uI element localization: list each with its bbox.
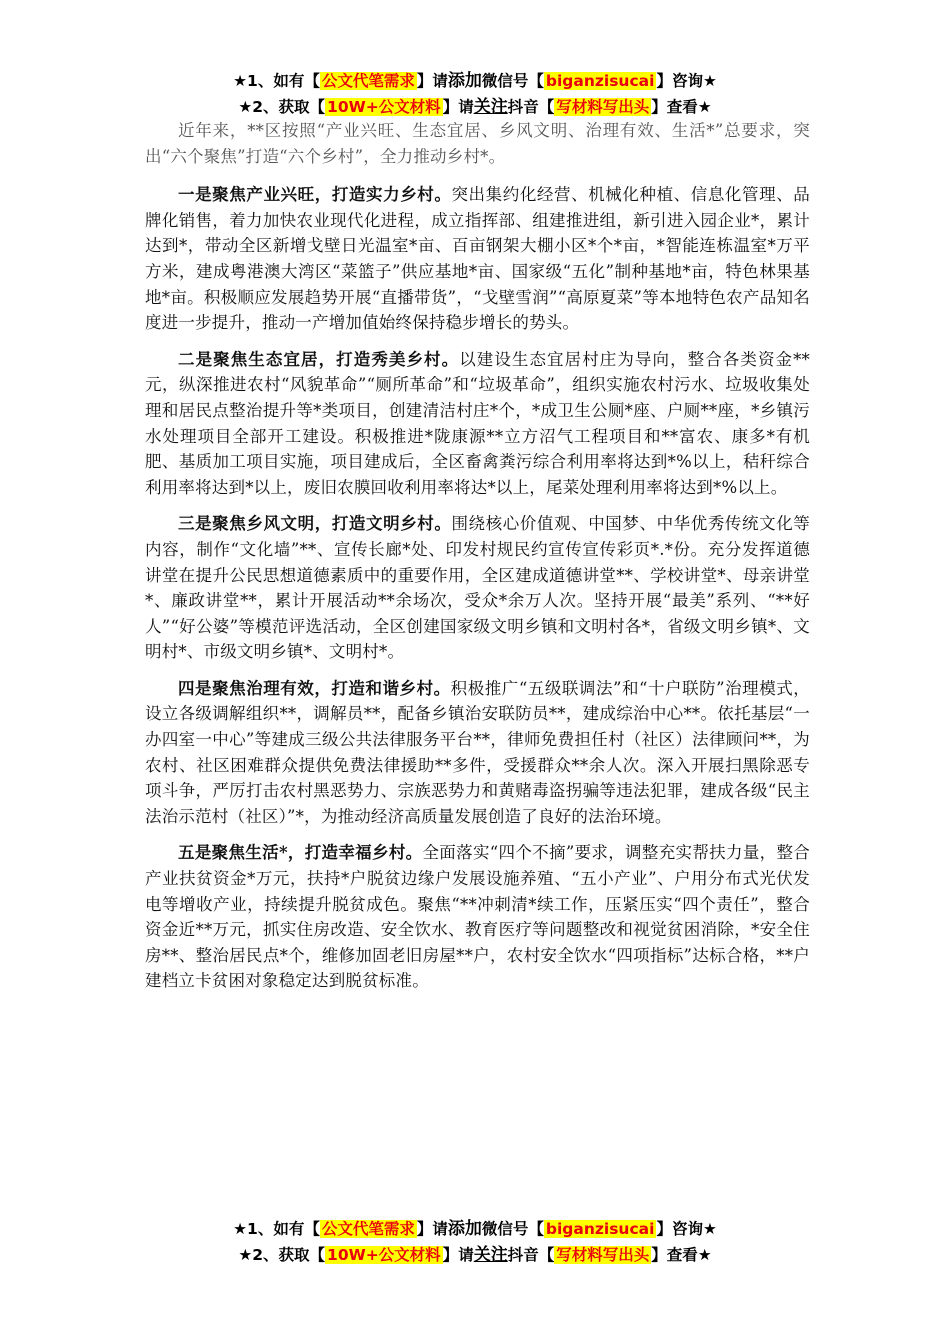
banner-highlight: 写材料写出头: [556, 1246, 650, 1264]
banner-line-1: ★1、如有【 公文代笔需求 】请添加微信号【 biganzisucai 】咨询★: [233, 71, 717, 91]
banner-highlight: 写材料写出头: [556, 98, 650, 116]
section-paragraph-3: 三是聚焦乡风文明，打造文明乡村。围绕核心价值观、中国梦、中华优秀传统文化等内容，制作“文化墙”**、宣传长廊*处、印发村规民约宣传宣传彩页*.*份。充分发挥道德讲堂在提升公民思想道德素质中的重要作用，全区建成道德讲堂**、学校讲堂*、母亲讲堂*、廉政讲堂**，累计开展活动**余场次，受众*余万人次。坚持开展“最美”系列、“**好人”“好公婆”等模范评选活动，全区创建国家级文明乡镇和文明村各*，省级文明乡镇*、文明村*、市级文明乡镇*、文明村*。: [145, 514, 810, 662]
section-paragraph-5: 五是聚焦生活*，打造幸福乡村。全面落实“四个不摘”要求，调整充实帮扶力量，整合产业扶贫资金*万元，扶持*户脱贫边缘户发展设施养殖、“五小产业”、户用分布式光伏发电等增收产业，持续提升脱贫成色。聚焦“**冲刺清*续工作，压紧压实“四个责任”，整合资金近**万元，抓实住房改造、安全饮水、教育医疗等问题整改和视觉贫困消除，*安全住房**、整治居民点*个，维修加固老旧房屋**户，农村安全饮水“四项指标”达标合格，**户建档立卡贫困对象稳定达到脱贫标准。: [145, 843, 810, 991]
section-paragraph-4: 四是聚焦治理有效，打造和谐乡村。积极推广“五级联调法”和“十户联防”治理模式，设立各级调解组织**，调解员**，配备乡镇治安联防员**，建成综治中心**。依托基层“一办四室一中心”等建成三级公共法律服务平台**，律师免费担任村（社区）法律顾问**，为农村、社区困难群众提供免费法律援助**多件，受援群众**余人次。深入开展扫黑除恶专项斗争，严厉打击农村黑恶势力、宗族恶势力和黄赌毒盗拐骗等违法犯罪，建成各级“民主法治示范村（社区）”*，为推动经济高质量发展创造了良好的法治环境。: [145, 678, 810, 826]
section-heading: 五是聚焦生活*，打造幸福乡村。: [178, 843, 423, 863]
banner-line-2: ★2、获取【 10W+公文材料 】请关注抖音【 写材料写出头 】查看★: [238, 97, 712, 117]
intro-paragraph: 近年来，**区按照“产业兴旺、生态宜居、乡风文明、治理有效、生活*”总要求，突出“六个聚焦”打造“六个乡村”，全力推动乡村*。: [145, 121, 810, 166]
banner-line-2: ★2、获取【 10W+公文材料 】请关注抖音【 写材料写出头 】查看★: [238, 1245, 712, 1265]
section-heading: 四是聚焦治理有效，打造和谐乡村。: [178, 678, 451, 698]
banner-highlight: biganzisucai: [545, 1220, 655, 1238]
section-heading: 二是聚焦生态宜居，打造秀美乡村。: [178, 349, 460, 369]
banner-line-1: ★1、如有【 公文代笔需求 】请添加微信号【 biganzisucai 】咨询★: [233, 1219, 717, 1239]
banner-highlight: 10W+公文材料: [327, 1246, 441, 1264]
section-paragraph-2: 二是聚焦生态宜居，打造秀美乡村。以建设生态宜居村庄为导向，整合各类资金**元，纵深推进农村“风貌革命”“厕所革命”和“垃圾革命”，组织实施农村污水、垃圾收集处理和居民点整治提升等*类项目，创建清洁村庄*个，*成卫生公厕*座、户厕**座，*乡镇污水处理项目全部开工建设。积极推进*陇康源**立方沼气工程项目和**富农、康多*有机肥、基质加工项目实施，项目建成后，全区畜禽粪污综合利用率将达到*%以上，秸秆综合利用率将达到*以上，废旧农膜回收利用率将达*以上，尾菜处理利用率将达到*%以上。: [145, 349, 810, 497]
section-paragraph-1: 一是聚焦产业兴旺，打造实力乡村。突出集约化经营、机械化种植、信息化管理、品牌化销售，着力加快农业现代化进程，成立指挥部、组建推进组，新引进入园企业*，累计达到*，带动全区新增戈壁日光温室*亩、百亩钢架大棚小区*个*亩，*智能连栋温室*万平方米，建成粤港澳大湾区“菜篮子”供应基地*亩、国家级“五化”制种基地*亩，特色林果基地*亩。积极顺应发展趋势开展“直播带货”，“戈壁雪润”“高原夏菜”等本地特色农产品知名度进一步提升，推动一产增加值始终保持稳步增长的势头。: [145, 185, 810, 333]
section-heading: 三是聚焦乡风文明，打造文明乡村。: [178, 514, 452, 534]
document-body: [145, 118, 810, 1005]
banner-highlight: 公文代笔需求: [321, 72, 415, 90]
banner-highlight: 10W+公文材料: [327, 98, 441, 116]
banner-highlight: 公文代笔需求: [321, 1220, 415, 1238]
section-heading: 一是聚焦产业兴旺，打造实力乡村。: [178, 185, 452, 205]
banner-highlight: biganzisucai: [545, 72, 655, 90]
top-banner: [0, 68, 950, 120]
bottom-banner: [0, 1216, 950, 1268]
